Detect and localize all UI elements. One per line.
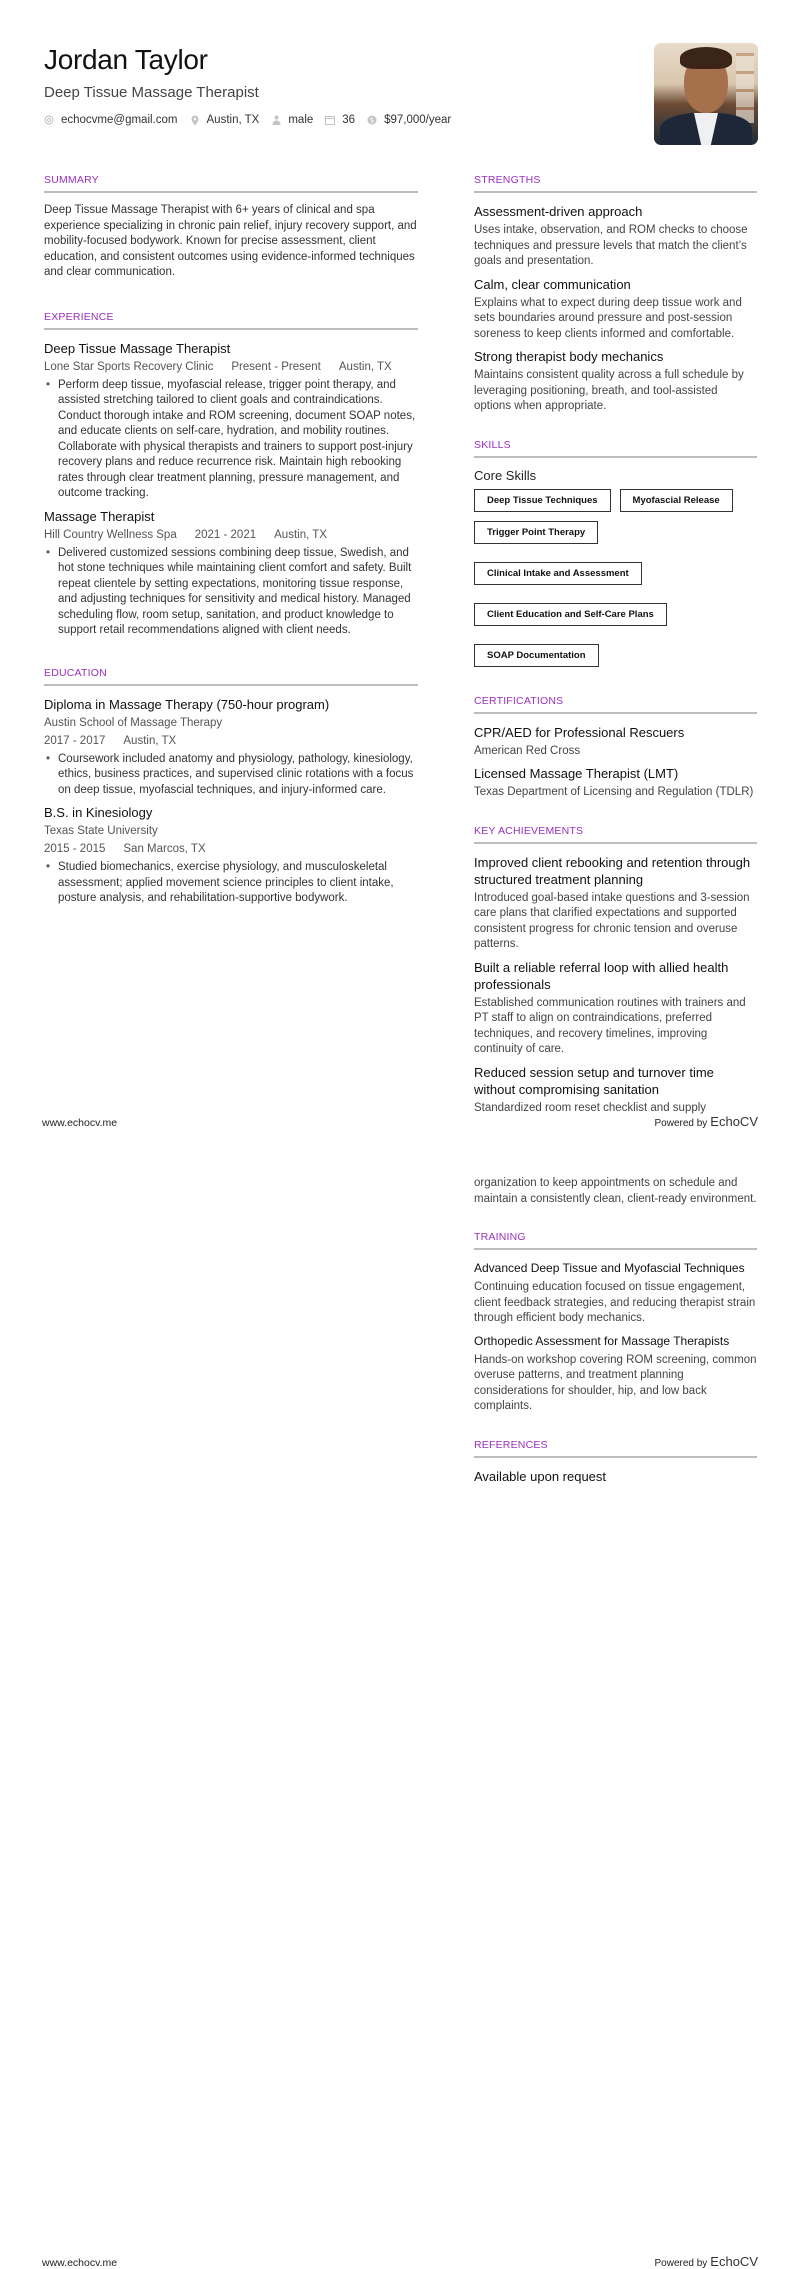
section-heading: SUMMARY [44, 174, 418, 193]
skill-chip: Myofascial Release [620, 489, 733, 512]
resume-page-2 [0, 1140, 794, 2269]
bullet-item: • Perform deep tissue, myofascial release, trigger point therapy, and assisted stretching tailored to client goals and contraindications. Conduct thorough intake and ROM screening, document SOAP notes, and educate clients on self-care, hydration, and mobility routines. Collaborate with physical therapists and trainers to support post-injury recovery plans and reduce recurrence risk. Maintain high rebooking rates through clear treatment planning, pressure management, and outcome tracking. [44, 378, 418, 502]
education-entry [44, 804, 418, 907]
edu-bullets [44, 860, 418, 907]
meta-salary [367, 114, 451, 126]
degree: Diploma in Massage Therapy (750-hour program) [44, 696, 330, 712]
job-meta [44, 527, 418, 543]
section-heading: REFERENCES [474, 1439, 757, 1458]
references-section [474, 1439, 757, 1485]
training-item [474, 1333, 757, 1415]
powered-by-label: Powered by [654, 2258, 708, 2269]
bullet-item: • Delivered customized sessions combining deep tissue, Swedish, and hot stone techniques while maintaining client comfort and safety. Built repeat clientele by setting expectations, monitoring tissue response, and adjusting techniques for sensitivity and medical history. Managed scheduling flow, room setup, sanitation, and product knowledge to support retail recommendations aligned with client needs. [44, 546, 418, 639]
edu-bullets [44, 752, 418, 799]
at-icon [44, 115, 54, 125]
strength-title: Calm, clear communication [474, 276, 631, 292]
training-title: Advanced Deep Tissue and Myofascial Techniques [474, 1261, 745, 1275]
job-company: Hill Country Wellness Spa [44, 528, 177, 541]
strength-item [474, 276, 757, 343]
section-heading: EDUCATION [44, 667, 418, 686]
location-text: Austin, TX [206, 114, 260, 126]
job-location: Austin, TX [338, 360, 392, 373]
job-bullets [44, 546, 418, 639]
contact-meta [44, 114, 604, 126]
education-section [44, 667, 418, 907]
achievement-item [474, 959, 757, 1058]
strength-item [474, 348, 757, 415]
page-footer [42, 1114, 758, 1129]
achievement-title: Reduced session setup and turnover time without compromising sanitation [474, 1064, 714, 1097]
education-entry [44, 696, 418, 799]
job-bullets [44, 378, 418, 502]
meta-age [325, 114, 355, 126]
salary-text: $97,000/year [384, 114, 452, 126]
skill-chip: Deep Tissue Techniques [474, 489, 611, 512]
experience-section [44, 311, 418, 639]
cert-title: Licensed Massage Therapist (LMT) [474, 766, 679, 781]
education-meta [44, 841, 418, 857]
summary-section [44, 174, 418, 281]
job-dates: 2021 - 2021 [194, 528, 257, 541]
powered-by-label: Powered by [654, 1118, 708, 1129]
skill-chips [474, 489, 757, 667]
candidate-name: Jordan Taylor [44, 44, 208, 75]
strength-desc: Uses intake, observation, and ROM checks to choose techniques and pressure levels that match the client’s goals and presentation. [474, 224, 748, 267]
education-meta [44, 733, 418, 749]
svg-text:$: $ [369, 116, 375, 125]
calendar-icon [325, 115, 335, 125]
job-dates: Present - Present [231, 360, 321, 373]
achievement-desc: Introduced goal-based intake questions and 3-session care plans that clarified expectations and supported consistent progress for chronic tension and overuse patterns. [474, 891, 750, 950]
cert-title: CPR/AED for Professional Rescuers [474, 724, 685, 740]
section-heading: SKILLS [474, 439, 757, 458]
experience-entry [44, 340, 418, 502]
achievement-item [474, 854, 757, 953]
achievement-item [474, 1064, 757, 1117]
certification-item [474, 724, 757, 760]
strength-title: Assessment-driven approach [474, 204, 643, 219]
meta-location [190, 114, 260, 126]
job-company: Lone Star Sports Recovery Clinic [44, 360, 214, 373]
skill-chip: Trigger Point Therapy [474, 521, 598, 544]
cert-issuer: American Red Cross [474, 744, 581, 757]
brand-name: EchoCV [710, 1114, 758, 1129]
meta-gender [271, 114, 313, 126]
footer-website-link[interactable]: www.echocv.me [42, 1117, 118, 1129]
map-pin-icon [190, 115, 200, 125]
skill-chip: SOAP Documentation [474, 644, 599, 667]
achievement-desc: Standardized room reset checklist and supply [474, 1101, 707, 1114]
training-item [474, 1260, 757, 1327]
resume-header [44, 44, 604, 126]
left-column [44, 174, 418, 907]
page-footer [42, 2254, 758, 2269]
brand-name: EchoCV [710, 2254, 758, 2269]
school: Austin School of Massage Therapy [44, 716, 223, 729]
footer-website-link[interactable]: www.echocv.me [42, 2257, 118, 2269]
strength-desc: Maintains consistent quality across a full schedule by leveraging positioning, breath, and tool-assisted options when appropriate. [474, 369, 744, 412]
powered-by [654, 1114, 758, 1129]
edu-dates: 2017 - 2017 [44, 734, 106, 747]
edu-dates: 2015 - 2015 [44, 843, 106, 855]
school: Texas State University [44, 825, 158, 837]
job-role: Deep Tissue Massage Therapist [44, 340, 231, 356]
training-section [474, 1231, 757, 1415]
job-meta [44, 359, 418, 375]
experience-entry [44, 508, 418, 639]
training-desc: Hands-on workshop covering ROM screening, common overuse patterns, and treatment planning considerations for shoulder, hip, and low back complaints. [474, 1353, 757, 1412]
section-heading: KEY ACHIEVEMENTS [474, 825, 757, 844]
achievement-desc-continued: organization to keep appointments on schedule and maintain a consistently clean, client-ready environment. [474, 1177, 757, 1205]
achievement-title: Improved client rebooking and retention through structured treatment planning [474, 854, 751, 887]
section-heading: TRAINING [474, 1231, 757, 1250]
certification-item [474, 765, 757, 801]
job-location: Austin, TX [274, 528, 327, 541]
bullet-item: • Studied biomechanics, exercise physiology, and musculoskeletal assessment; applied movement science principles to client intake, posture analysis, and rehabilitation-supportive bodywork. [44, 860, 418, 907]
profile-photo [654, 43, 758, 145]
achievement-desc: Established communication routines with trainers and PT staff to align on contraindications, preferred techniques, and recovery timelines, improving continuity of care. [474, 996, 746, 1055]
references-text: Available upon request [474, 1468, 607, 1484]
powered-by [654, 2254, 758, 2269]
section-heading: STRENGTHS [474, 174, 757, 193]
strengths-section [474, 174, 757, 415]
skills-section [474, 439, 757, 667]
right-column-continued [474, 1176, 757, 1485]
cert-issuer: Texas Department of Licensing and Regulation (TDLR) [474, 786, 754, 798]
skill-chip: Clinical Intake and Assessment [474, 562, 642, 585]
summary-text: Deep Tissue Massage Therapist with 6+ years of clinical and spa experience specializing in chronic pain relief, injury recovery support, and mobility-focused bodywork. Known for precise assessment, client education, and consistent outcomes using evidence-informed techniques and clear communication. [44, 204, 417, 278]
email-text: echocvme@gmail.com [61, 114, 178, 126]
meta-email[interactable] [44, 114, 178, 126]
strength-item [474, 203, 757, 270]
certifications-section [474, 695, 757, 801]
achievements-section [474, 825, 757, 1117]
right-column [474, 174, 757, 1122]
training-desc: Continuing education focused on tissue engagement, client feedback strategies, and reducing therapist strain through efficient body mechanics. [474, 1281, 756, 1324]
section-heading: CERTIFICATIONS [474, 695, 757, 714]
job-role: Massage Therapist [44, 508, 155, 524]
strength-title: Strong therapist body mechanics [474, 349, 664, 364]
bullet-item: • Coursework included anatomy and physiology, pathology, kinesiology, ethics, business practices, and supervised clinic rotations with a focus on deep tissue, myofascial techniques, and injury-informed care. [44, 752, 418, 799]
dollar-coin-icon [367, 115, 377, 125]
degree: B.S. in Kinesiology [44, 805, 153, 820]
age-text: 36 [342, 114, 356, 126]
training-title: Orthopedic Assessment for Massage Therapists [474, 1333, 730, 1348]
strength-desc: Explains what to expect during deep tissue work and sets boundaries around pressure and post-session soreness to keep clients informed and comfortable. [474, 296, 742, 340]
achievement-title: Built a reliable referral loop with allied health professionals [474, 959, 729, 992]
gender-text: male [288, 114, 314, 126]
edu-location: San Marcos, TX [123, 843, 206, 855]
candidate-title: Deep Tissue Massage Therapist [44, 84, 259, 101]
skills-group-title: Core Skills [474, 467, 537, 483]
skill-chip: Client Education and Self-Care Plans [474, 603, 667, 626]
edu-location: Austin, TX [123, 734, 177, 747]
person-icon [271, 115, 281, 125]
section-heading: EXPERIENCE [44, 311, 418, 330]
